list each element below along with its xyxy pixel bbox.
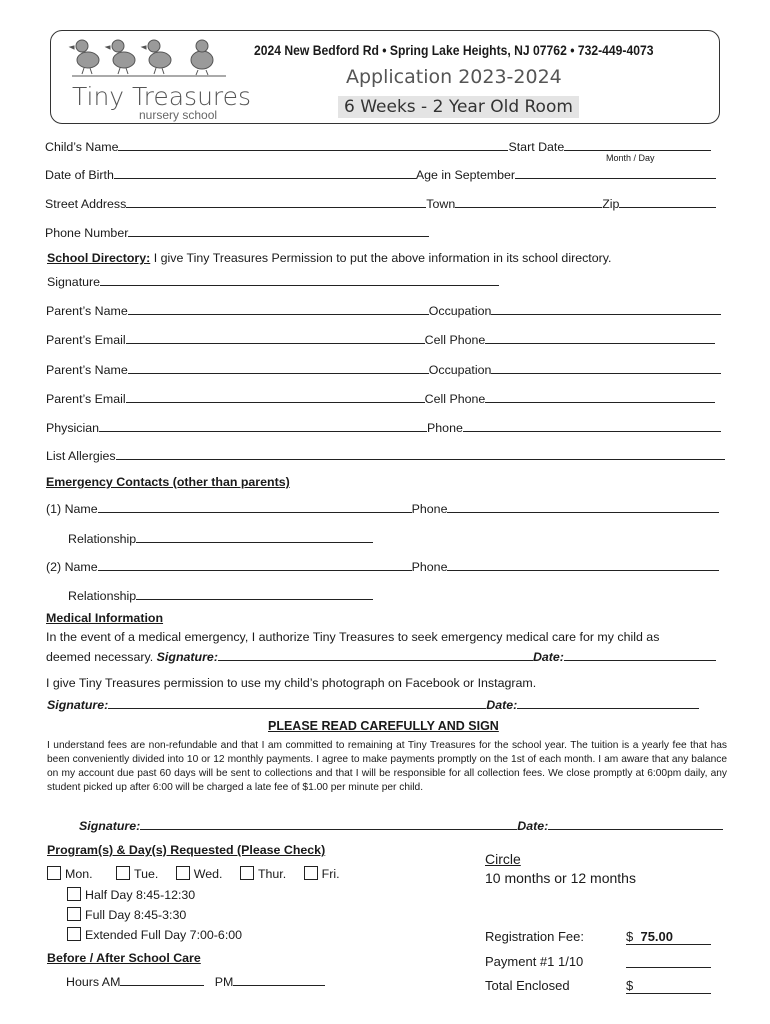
registration-fee-amount: 75.00 xyxy=(640,929,674,944)
fees-date-field[interactable] xyxy=(548,818,723,830)
option-full-day[interactable]: Full Day 8:45-3:30 xyxy=(67,907,186,922)
medical-text-line1: In the event of a medical emergency, I authorize Tiny Treasures to seek emergency medical care for my child as xyxy=(46,630,660,644)
age-september-field[interactable] xyxy=(515,167,716,179)
school-address: 2024 New Bedford Rd • Spring Lake Heights, NJ 07762 • 732-449-4073 xyxy=(254,43,654,58)
ducklings-logo-icon xyxy=(68,36,230,80)
allergies-row xyxy=(46,448,725,463)
checkbox-half-day[interactable] xyxy=(67,887,81,901)
checkbox-full-day[interactable] xyxy=(67,907,81,921)
emergency1-name-field[interactable] xyxy=(98,501,412,513)
option-extended-day[interactable]: Extended Full Day 7:00-6:00 xyxy=(67,927,242,942)
directory-signature-field[interactable] xyxy=(100,274,499,286)
allergies-label: List Allergies xyxy=(46,449,116,463)
allergies-field[interactable] xyxy=(116,448,725,460)
day-tue[interactable]: Tue. xyxy=(116,867,158,881)
medical-signature-field[interactable] xyxy=(218,649,533,661)
fees-signature-label: Signature: xyxy=(79,819,141,833)
photo-signature-row xyxy=(47,697,699,712)
checkbox-thur[interactable] xyxy=(240,866,254,880)
street-field[interactable] xyxy=(126,196,426,208)
parent2-name-row xyxy=(46,362,721,377)
medical-date-field[interactable] xyxy=(564,649,716,661)
parent2-cell-field[interactable] xyxy=(485,391,715,403)
fees-signature-field[interactable] xyxy=(140,818,517,830)
payment1-field[interactable] xyxy=(626,954,711,968)
physician-field[interactable] xyxy=(99,420,427,432)
physician-label: Physician xyxy=(46,421,100,435)
before-after-heading: Before / After School Care xyxy=(47,951,201,965)
physician-phone-field[interactable] xyxy=(463,420,721,432)
emergency1-row xyxy=(46,501,719,516)
parent2-occupation-field[interactable] xyxy=(491,362,721,374)
emergency2-relationship-field[interactable] xyxy=(136,588,373,600)
fees-date-label: Date: xyxy=(517,819,549,833)
parent-name-label: Parent’s Name xyxy=(46,363,128,377)
application-title: Application 2023-2024 xyxy=(346,66,562,88)
fees-heading: PLEASE READ CAREFULLY AND SIGN xyxy=(268,719,499,733)
child-name-field[interactable] xyxy=(118,139,508,151)
checkbox-wed[interactable] xyxy=(176,866,190,880)
parent1-occupation-field[interactable] xyxy=(491,303,721,315)
emergency2-name-field[interactable] xyxy=(98,559,412,571)
dob-row xyxy=(45,167,716,182)
registration-fee-label: Registration Fee: xyxy=(485,929,584,944)
child-name-label: Child’s Name xyxy=(45,140,119,154)
physician-row xyxy=(46,420,721,435)
school-subtitle: nursery school xyxy=(139,108,218,122)
days-row xyxy=(47,866,340,881)
emergency1-phone-label: Phone xyxy=(411,502,448,516)
emergency1-relationship-field[interactable] xyxy=(136,531,373,543)
day-mon[interactable]: Mon. xyxy=(47,867,93,881)
total-enclosed-label: Total Enclosed xyxy=(485,978,570,993)
medical-date-label: Date: xyxy=(532,650,564,664)
occupation-label: Occupation xyxy=(428,304,492,318)
zip-field[interactable] xyxy=(619,196,716,208)
street-label: Street Address xyxy=(45,197,127,211)
emergency1-name-label: (1) Name xyxy=(46,502,98,516)
hours-am-field[interactable] xyxy=(120,974,204,986)
emergency2-row xyxy=(46,559,719,574)
emergency2-phone-field[interactable] xyxy=(447,559,719,571)
occupation-label: Occupation xyxy=(428,363,492,377)
directory-heading: School Directory: xyxy=(47,251,151,265)
cell-phone-label: Cell Phone xyxy=(424,392,486,406)
fees-signature-row xyxy=(79,818,723,833)
fees-paragraph: I understand fees are non-refundable and that I am committed to remaining at Tiny Treasures for the school year. The tuition is a yearly fee that has been conveniently divided into 10 or 12 monthly payments. I agree to make payments promptly on the 1st of each month. I am aware that any balance on my account due past 60 days will be sent to collections and that I will be responsible for all collection fees. We close promptly at 6:00pm daily, any student picked up after 6:00 will be charged a late fee of $1.00 per minute per child. xyxy=(47,740,727,793)
hours-am-label: Hours AM xyxy=(66,975,121,989)
circle-heading: Circle xyxy=(485,851,521,867)
photo-text: I give Tiny Treasures permission to use my child’s photograph on Facebook or Instagram. xyxy=(46,676,537,690)
directory-signature-row xyxy=(47,274,499,289)
parent-email-label: Parent’s Email xyxy=(46,333,126,347)
room-label: 6 Weeks - 2 Year Old Room xyxy=(338,96,579,118)
checkbox-tue[interactable] xyxy=(116,866,130,880)
payment1-label: Payment #1 1/10 xyxy=(485,954,584,969)
hours-row xyxy=(66,974,325,989)
emergency1-phone-field[interactable] xyxy=(447,501,719,513)
photo-signature-label: Signature: xyxy=(47,698,109,712)
start-date-field[interactable] xyxy=(564,139,711,151)
child-name-row xyxy=(45,139,711,154)
medical-text-line2: deemed necessary. xyxy=(46,650,154,664)
emergency2-phone-label: Phone xyxy=(411,560,448,574)
option-half-day[interactable]: Half Day 8:45-12:30 xyxy=(67,887,195,902)
parent2-email-row xyxy=(46,391,715,406)
photo-date-label: Date: xyxy=(486,698,518,712)
parent1-email-row xyxy=(46,332,715,347)
registration-fee-value: $ 75.00 xyxy=(626,929,711,945)
day-fri[interactable]: Fri. xyxy=(304,867,340,881)
parent1-name-row xyxy=(46,303,721,318)
relationship-label: Relationship xyxy=(68,532,137,546)
parent1-cell-field[interactable] xyxy=(485,332,715,344)
age-september-label: Age in September xyxy=(415,168,516,182)
month-day-hint: Month / Day xyxy=(606,153,655,163)
day-thur[interactable]: Thur. xyxy=(240,867,286,881)
circle-options[interactable]: 10 months or 12 months xyxy=(485,870,636,886)
photo-date-field[interactable] xyxy=(517,697,699,709)
medical-signature-label: Signature: xyxy=(156,650,218,664)
checkbox-mon[interactable] xyxy=(47,866,61,880)
address-row xyxy=(45,196,716,211)
parent1-name-field[interactable] xyxy=(128,303,429,315)
hours-pm-label: PM xyxy=(214,975,234,989)
checkbox-fri[interactable] xyxy=(304,866,318,880)
phone-row xyxy=(45,225,429,240)
emergency1-relationship-row xyxy=(68,531,373,546)
school-name: Tiny Treasures xyxy=(72,82,252,111)
cell-phone-label: Cell Phone xyxy=(424,333,486,347)
zip-label: Zip xyxy=(602,197,620,211)
emergency-heading: Emergency Contacts (other than parents) xyxy=(46,475,290,489)
dob-field[interactable] xyxy=(114,167,416,179)
program-heading: Program(s) & Day(s) Requested (Please Check) xyxy=(47,843,326,857)
phone-number-label: Phone Number xyxy=(45,226,129,240)
medical-heading: Medical Information xyxy=(46,611,164,625)
directory-row xyxy=(47,251,611,265)
emergency2-name-label: (2) Name xyxy=(46,560,98,574)
parent1-email-field[interactable] xyxy=(126,332,425,344)
day-wed[interactable]: Wed. xyxy=(176,867,223,881)
dob-label: Date of Birth xyxy=(45,168,114,182)
directory-text: I give Tiny Treasures Permission to put the above information in its school directory. xyxy=(150,251,612,265)
checkbox-extended-day[interactable] xyxy=(67,927,81,941)
parent-email-label: Parent’s Email xyxy=(46,392,126,406)
parent2-name-field[interactable] xyxy=(128,362,429,374)
town-field[interactable] xyxy=(455,196,602,208)
photo-signature-field[interactable] xyxy=(108,697,486,709)
phone-number-field[interactable] xyxy=(128,225,429,237)
start-date-label: Start Date xyxy=(508,140,565,154)
relationship-label: Relationship xyxy=(68,589,137,603)
total-enclosed-field[interactable]: $ xyxy=(626,978,711,994)
town-label: Town xyxy=(426,197,456,211)
emergency2-relationship-row xyxy=(68,588,373,603)
medical-signature-row xyxy=(46,649,716,664)
hours-pm-field[interactable] xyxy=(233,974,325,986)
parent-name-label: Parent’s Name xyxy=(46,304,128,318)
directory-signature-label: Signature xyxy=(47,275,101,289)
parent2-email-field[interactable] xyxy=(126,391,425,403)
physician-phone-label: Phone xyxy=(427,421,463,435)
